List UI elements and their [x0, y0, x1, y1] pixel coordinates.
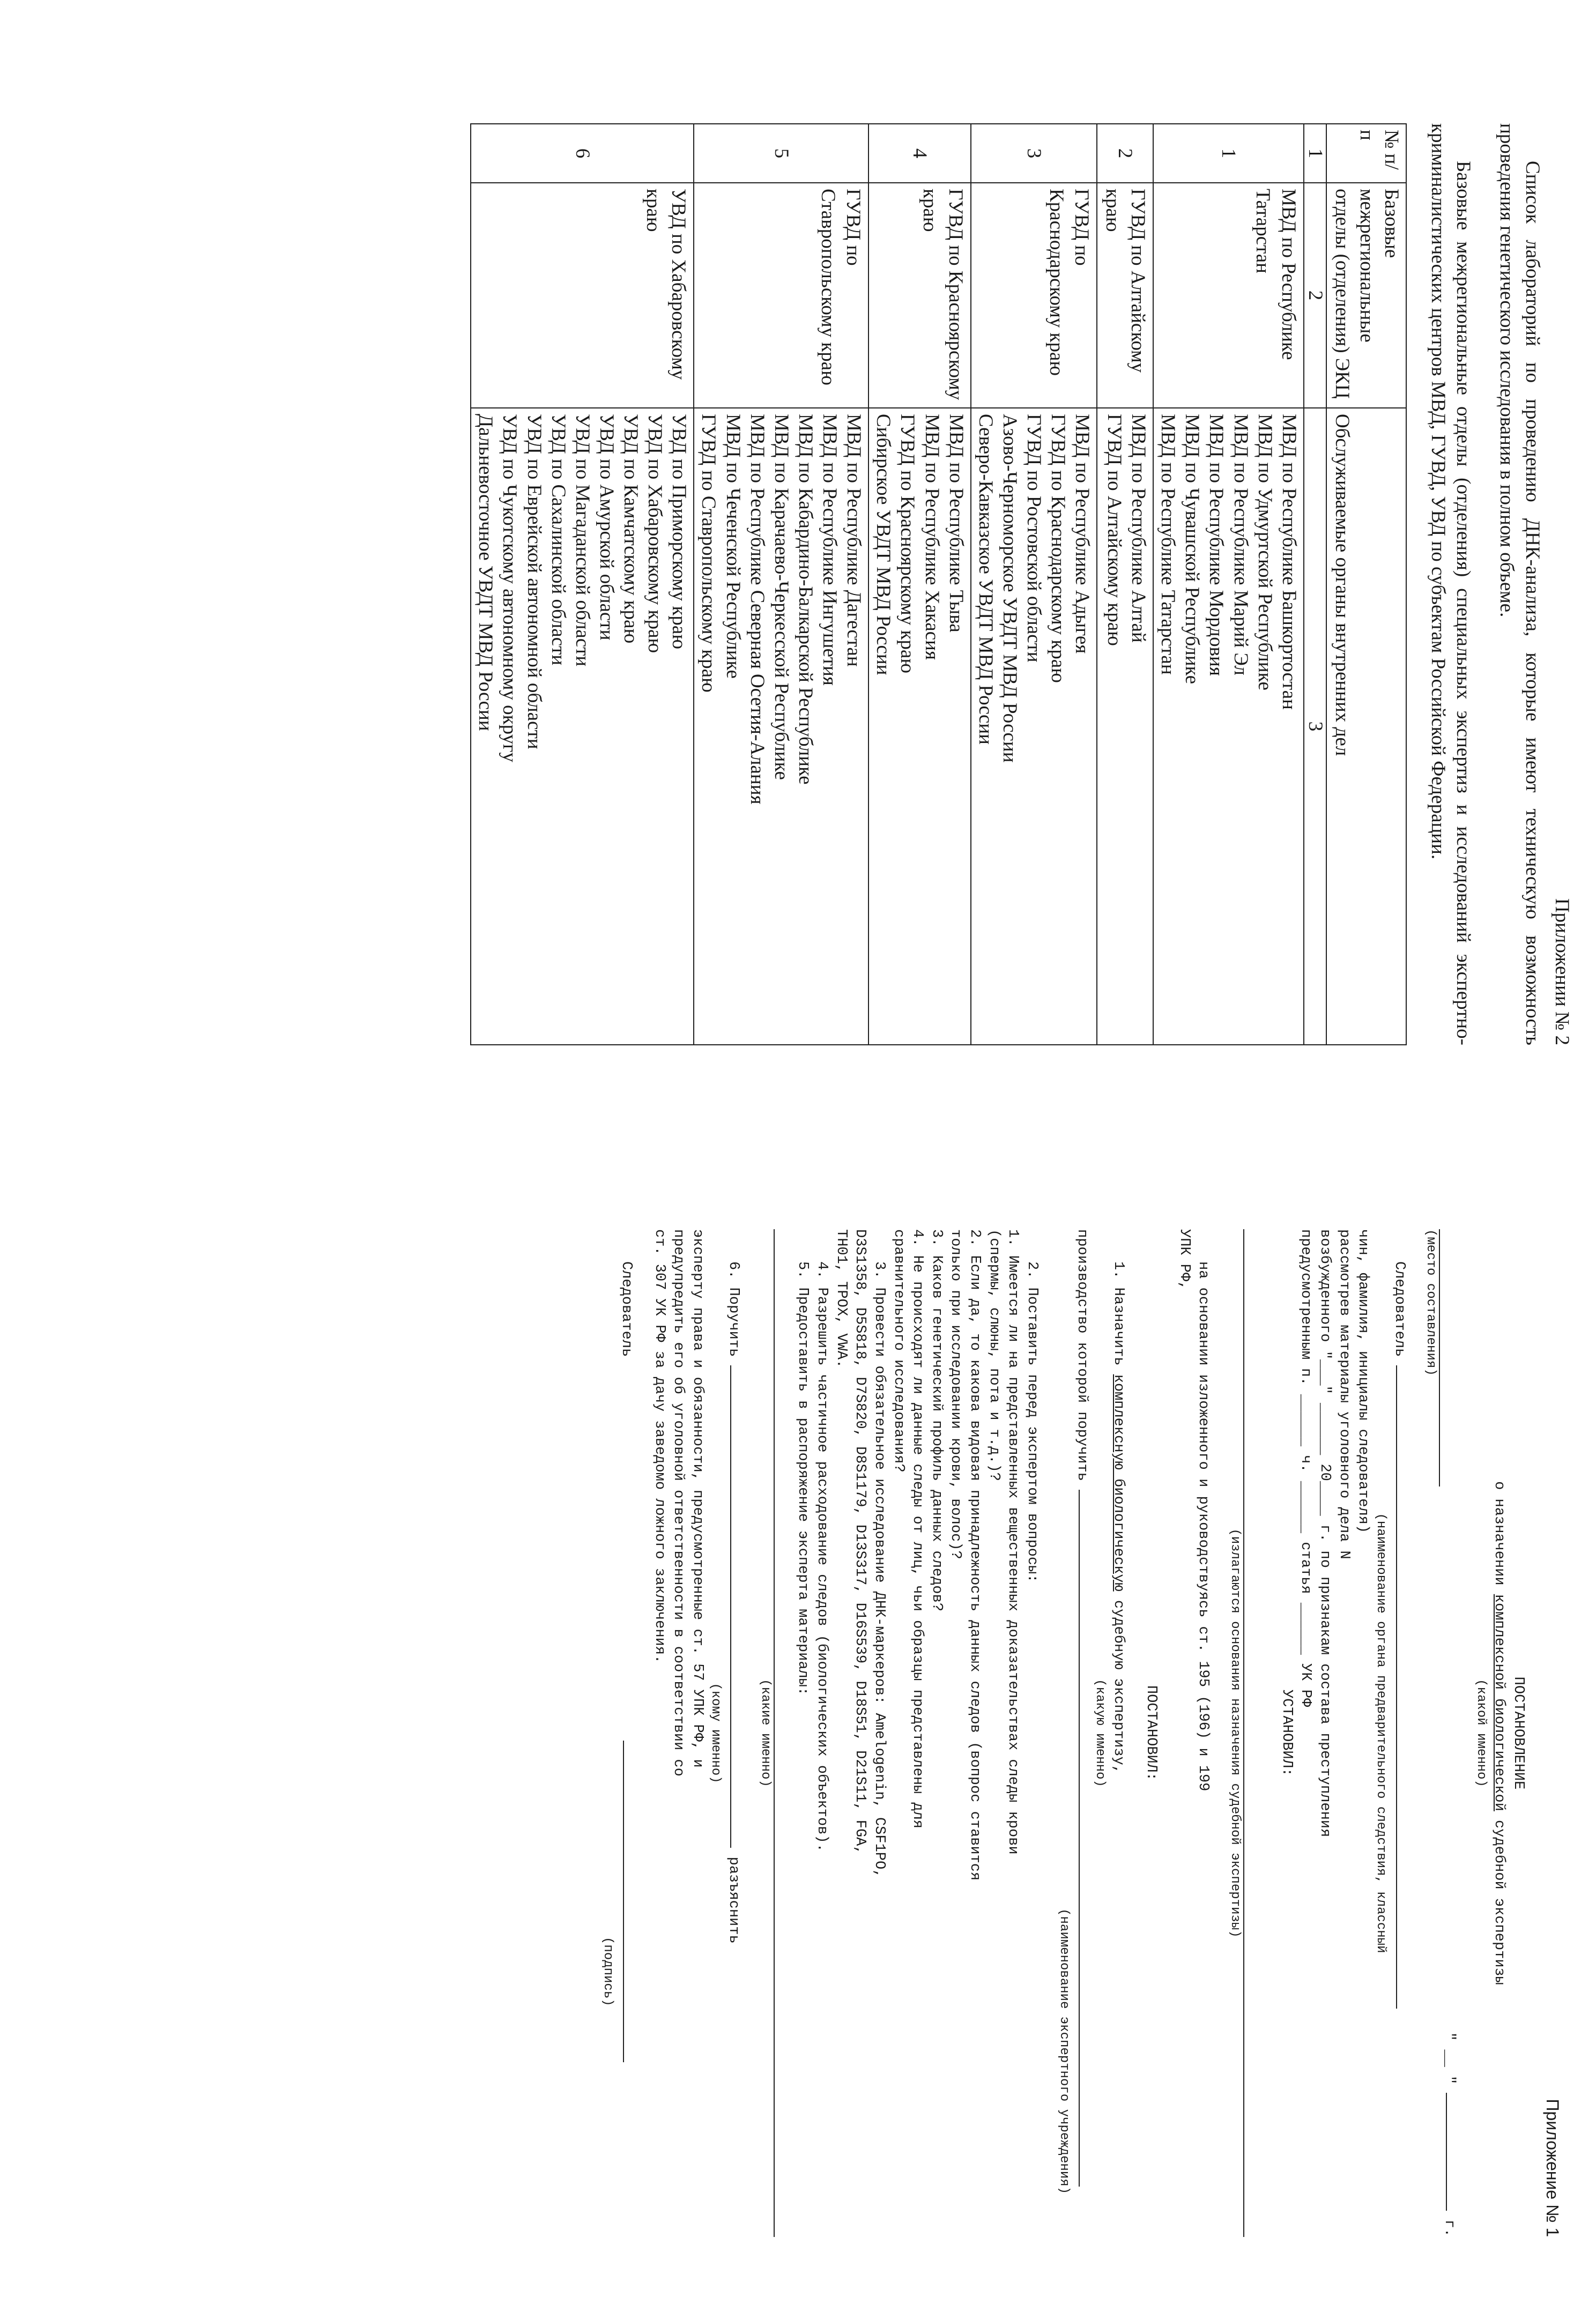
base-unit: ГУВД по Красноярскому краю: [868, 183, 971, 408]
signature-row: [616, 1229, 635, 2237]
served-body: УВД по Приморскому краю: [668, 414, 691, 649]
appendix-2-label: Приложении № 2: [1551, 898, 1573, 1045]
place-field[interactable]: [1439, 1229, 1440, 1486]
served-body: МВД по Республике Хакасия: [921, 414, 943, 660]
list-item: D3S1358, D5S818, D7S820, D8S1179, D13S317, D16S539, D18S51, D21S11, FGA,: [852, 1229, 868, 1855]
served-body: МВД по Республике Адыгея: [1071, 414, 1094, 654]
list-item: только при исследовании крови, волос)?: [947, 1229, 964, 1559]
reviewed-line: рассмотрев материалы уголовного дела N: [1335, 1229, 1352, 1559]
list-item: сравнительного исследования?: [890, 1229, 907, 1473]
served-body: МВД по Республике Башкортостан: [1278, 414, 1300, 710]
materials-hint: (какие именно): [758, 1679, 773, 1787]
served-body: Дальневосточное УВДТ МВД России: [474, 414, 497, 731]
served-body: УВД по Амурской области: [595, 414, 618, 641]
served-body: МВД по Республике Ингушетия: [819, 414, 841, 686]
established-heading: УСТАНОВИЛ:: [1278, 1689, 1295, 1777]
served-bodies: [694, 408, 868, 1045]
served-body: МВД по Чеченской Республике: [722, 414, 744, 679]
entrust-label: производство которой поручить: [1074, 1229, 1090, 1481]
served-body: Сибирское УВДТ МВД России: [872, 414, 895, 675]
date-day: " __ ": [1441, 2032, 1457, 2085]
institution-field[interactable]: [1079, 1490, 1080, 2187]
signature-field[interactable]: [623, 1741, 624, 2062]
row-number: 5: [694, 124, 868, 183]
row-number: 3: [971, 124, 1097, 183]
base-units-paragraph: Базовые межрегиональные отделы (отделения) специальных экспертиз и исследований экспертно-криминалистических центров МВД, ГУВД, УВД по субъектам Российской Федерации.: [1427, 123, 1474, 1045]
list-item: TH01, TPOX, VWA.: [833, 1229, 849, 1369]
served-body: ГУВД по Краснодарскому краю: [1047, 414, 1070, 683]
served-body: Северо-Кавказское УВДТ МВД России: [974, 414, 997, 745]
resolution-subtitle: [1489, 1229, 1509, 2237]
appendix-1: [599, 1229, 1564, 2237]
served-body: МВД по Республике Северная Осетия-Алания: [746, 414, 768, 805]
base-unit: УВД по Хабаровскому краю: [471, 183, 694, 408]
row-number: 2: [1097, 124, 1153, 183]
whom-field[interactable]: [730, 1365, 731, 1848]
subtitle-prefix: о назначении: [1491, 1481, 1508, 1586]
subtitle-suffix: судебной экспертизы: [1491, 1820, 1508, 1985]
article-line: предусмотренным п. ______ ч. ______ статья ______ УК РФ: [1297, 1229, 1314, 1707]
column-numbers-row: [1304, 124, 1327, 1045]
institution-hint: (наименование экспертного учреждения): [1056, 1908, 1071, 2194]
table-row: [868, 124, 971, 1045]
served-body: МВД по Республике Мордовия: [1205, 414, 1228, 676]
served-body: УВД по Хабаровскому краю: [644, 414, 666, 653]
list-item: 3. Провести обязательное исследование ДНК-маркеров: Amelogenin, CSF1PO,: [871, 1261, 887, 1878]
served-bodies: [971, 408, 1097, 1045]
served-bodies: [471, 408, 694, 1045]
served-body: ГУВД по Красноярскому краю: [896, 414, 919, 674]
served-bodies: [1153, 408, 1304, 1045]
served-body: МВД по Республике Татарстан: [1157, 414, 1179, 675]
base-unit: ГУВД по Ставропольскому краю: [694, 183, 868, 408]
header-served-bodies: Обслуживаемые органы внутренних дел: [1326, 408, 1406, 1045]
served-body: МВД по Кабардино-Балкарской Республике: [794, 414, 816, 785]
list-item: (спермы, слюны, пота и т.д.)?: [985, 1229, 1002, 1481]
served-body: МВД по Республике Марий Эл: [1229, 414, 1252, 675]
kind-hint: (какой именно): [1473, 1679, 1488, 1787]
date-year-suffix: г.: [1441, 2219, 1457, 2237]
appendix-1-label: Приложение № 1: [1543, 2099, 1562, 2237]
header-base-units: Базовые межрегиональные отделы (отделения) ЭКЦ: [1326, 183, 1406, 408]
entrust-line: [1072, 1229, 1092, 2237]
served-body: ГУВД по Алтайскому краю: [1103, 414, 1125, 646]
list-item: 5. Предоставить в распоряжение эксперта материалы:: [795, 1261, 811, 1696]
served-body: МВД по Чувашской Республике: [1181, 414, 1204, 685]
base-unit: МВД по Республике Татарстан: [1153, 183, 1304, 408]
grounds-hint: (излагаются основания назначения судебной экспертизы): [1228, 1528, 1243, 1938]
resolved-heading: ПОСТАНОВИЛ:: [1143, 1685, 1160, 1781]
table-row: [694, 124, 868, 1045]
served-body: Азово-Черноморское УВДТ МВД России: [998, 414, 1021, 763]
item-6-suffix: разъяснить: [725, 1856, 742, 1944]
upk-line: УПК РФ,: [1176, 1229, 1192, 1290]
served-bodies: [868, 408, 971, 1045]
header-number: № п/п: [1326, 124, 1406, 183]
table-row: [1153, 124, 1304, 1045]
served-body: УВД по Магаданской области: [571, 414, 593, 667]
table-row: [471, 124, 694, 1045]
place-date-row: [1439, 1229, 1458, 2237]
served-body: МВД по Удмуртской Республике: [1253, 414, 1276, 690]
date-month-blank[interactable]: [1446, 2093, 1447, 2211]
item-6-prefix: 6. Поручить: [725, 1261, 742, 1357]
column-number: 1: [1304, 124, 1327, 183]
rights-line: эксперту права и обязанности, предусмотренные ст. 57 УПК РФ, и: [689, 1229, 706, 1768]
resolution-title: ПОСТАНОВЛЕНИЕ: [1510, 1676, 1526, 1790]
list-item: 3. Каков генетический профиль данных следов?: [928, 1229, 945, 1611]
base-unit: ГУВД по Краснодарскому краю: [971, 183, 1097, 408]
initiated-line: возбужденного "___" ______ 20____ г. по признакам состава преступления: [1317, 1229, 1333, 1838]
item-1-prefix: 1. Назначить: [1110, 1261, 1126, 1366]
served-body: МВД по Республике Алтай: [1127, 414, 1150, 643]
served-body: МВД по Республике Дагестан: [843, 414, 865, 667]
appendix-2: [470, 123, 1575, 1045]
list-item: 4. Разрешить частичное расходование следов (биологических объектов).: [814, 1261, 830, 1852]
row-number: 4: [868, 124, 971, 183]
served-body: ГУВД по Ростовской области: [1023, 414, 1045, 663]
kind-hint-2: (какую именно): [1092, 1679, 1107, 1787]
materials-field[interactable]: [774, 1229, 793, 2237]
investigator-label: Следователь: [1391, 1261, 1407, 1357]
intro-text: Список лабораторий по проведению ДНК-анализа, которые имеют техническую возможность проведения генетического исследования в полном объеме.: [1496, 123, 1543, 1045]
warn-line: предупредить его об уголовной ответственности в соответствии со: [670, 1229, 687, 1777]
place-hint: (место составления): [1423, 1229, 1438, 1376]
list-item: 1. Имеется ли на представленных вещественных доказательствах следы крови: [1005, 1229, 1021, 1855]
column-number: 3: [1304, 408, 1327, 1045]
row-number: 1: [1153, 124, 1304, 183]
served-body: УВД по Еврейской автономной области: [523, 414, 545, 749]
laboratories-table: [470, 123, 1407, 1045]
liability-line: ст. 307 УК РФ за дачу заведомо ложного заключения.: [651, 1229, 667, 1664]
table-header-row: [1326, 124, 1406, 1045]
grounds-field[interactable]: [1243, 1229, 1263, 2237]
table-row: [971, 124, 1097, 1045]
rank-line: чин, фамилия, инициалы следователя): [1355, 1229, 1371, 1534]
served-body: МВД по Республике Тыва: [945, 414, 967, 633]
table-row: [1097, 124, 1153, 1045]
item-2: 2. Поставить перед экспертом вопросы:: [1023, 1261, 1040, 1583]
list-item: 2. Если да, то какова видовая принадлежность данных следов (вопрос ставится: [967, 1229, 983, 1881]
signature-label: Следователь: [618, 1261, 635, 1357]
served-body: УВД по Камчатскому краю: [620, 414, 642, 644]
signature-hint: (подпись): [600, 1937, 615, 2006]
questions-list: [793, 1229, 1022, 2237]
list-item: 4. Не происходят ли данные следы от лиц, чьи образцы представлены для: [909, 1229, 926, 1829]
item-1: [1108, 1229, 1127, 2237]
item-1-kind: комплексную биологическую: [1110, 1374, 1126, 1592]
subtitle-kind: комплексной биологической: [1491, 1594, 1508, 1811]
investigator-field[interactable]: [1396, 1365, 1397, 2009]
date-field[interactable]: [1439, 2032, 1458, 2237]
served-body: УВД по Сахалинской области: [547, 414, 569, 666]
item-6: [724, 1229, 743, 2237]
served-body: МВД по Карачаево-Черкесской Республике: [770, 414, 792, 780]
item-1-suffix: судебную экспертизу,: [1110, 1600, 1126, 1774]
column-number: 2: [1304, 183, 1327, 408]
served-bodies: [1097, 408, 1153, 1045]
served-body: ГУВД по Ставропольскому краю: [697, 414, 720, 693]
whom-hint: (кому именно): [708, 1683, 723, 1783]
investigator-line: [1389, 1229, 1408, 2237]
base-unit: ГУВД по Алтайскому краю: [1097, 183, 1153, 408]
row-number: 6: [471, 124, 694, 183]
basis-line: на основании изложенного и руководствуясь ст. 195 (196) и 199: [1195, 1261, 1212, 1792]
organ-hint: (наименование органа предварительного следствия, классный: [1373, 1513, 1388, 1953]
served-body: УВД по Чукотскому автономному округу: [499, 414, 521, 762]
appendix-1-page: [0, 1160, 1596, 2319]
